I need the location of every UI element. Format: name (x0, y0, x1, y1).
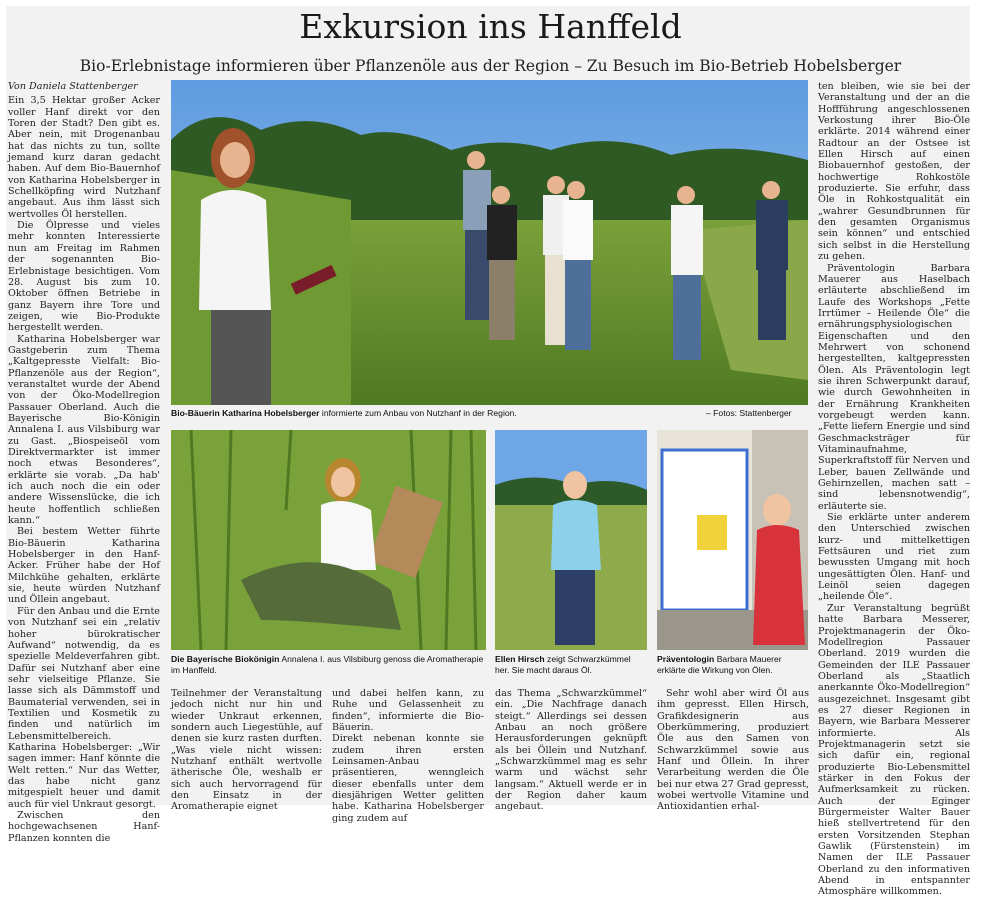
paragraph: Präventologin Barbara Mauerer aus Haselbach erläuterte abschließend im Laufe des Workshops „Fette Irrtümer – Heilende Öle“ die ernährungsphysiologischen Eigenschaften und den Mehrwert von schonend hergestellten, kaltgepressten Ölen. Als Präventologin legt sie ihren Schwerpunkt darauf, wie durch Gewohnheiten in der Ernährung Krankheiten vorgebeugt werden kann. „Fette liefern Energie und sind Geschmacksträger für Vitaminaufnahme, Superkraftstoff für Nerven und Leber, bauen Zellwände und Gehirnzellen, machen satt – sind lebensnotwendig“, erläuterte sie. (818, 262, 970, 512)
caption-bold: Ellen Hirsch (495, 654, 545, 664)
article-title: Exkursion ins Hanffeld (299, 7, 682, 46)
photo-ellen-hirsch (495, 430, 647, 650)
barbara-caption (657, 654, 809, 675)
paragraph: ten bleiben, wie sie bei der Veranstaltung und der an die Hoffführung angeschlossenen Verkostung ihrer Bio-Öle erklärte. 2014 während einer Radtour an der Ostsee ist Ellen Hirsch auf einen Biobauernhof gestoßen, der hochwertige Rohkostöle produzierte. Sie erfuhr, dass Öle in Rohkostqualität ein „wahrer Gesundbrunnen für den gesamten Organismus sein können“ und entschied sich selbst in die Herstellung zu gehen. (818, 81, 970, 263)
main-photo-hemp-field-group (171, 80, 808, 405)
column-right (818, 81, 970, 898)
photo-barbara-mauerer (657, 430, 808, 650)
caption-bold: Präventologin (657, 654, 715, 664)
caption-text: zeigt Schwarzkümmel her. Sie macht daraus Öl. (495, 654, 631, 675)
column-bottom-3 (495, 688, 647, 813)
article-subtitle: Bio-Erlebnistage informieren über Pflanzenöle aus der Region – Zu Besuch im Bio-Betrieb Hobelsberger (79, 57, 902, 75)
paragraph: und dabei helfen kann, zu Ruhe und Gelassenheit zu finden“, informierte die Bio-Bäuerin. Direkt nebenan konnte sie zudem ihren ersten Leinsamen-Anbau präsentieren, wenngleich dieser ebenfalls unter dem diesjährigen Wetter gelitten habe. Katharina Hobelsberger ging zudem auf (332, 688, 484, 824)
paragraph: Zur Veranstaltung begrüßt hatte Barbara Messerer, Projektmanagerin der Öko-Modellregion Passauer Oberland. 2019 wurden die Gemeinden der ILE Passauer Oberland als „Staatlich anerkannte Öko-Modellregion“ ausgezeichnet. Insgesamt gibt es 27 dieser Regionen in Bayern, wie Barbara Messerer informierte. Als Projektmanagerin setzt sie sich dafür ein, regional produzierte Bio-Lebensmittel stärker in den Fokus der Aufmerksamkeit zu rücken. Auch der Eginger Bürgermeister Walter Bauer hieß stellvertretend für den ersten Vorsitzenden Stephan Gawlik (Fürstenstein) im Namen der ILE Passauer Oberland zu den informativen Abend in entspannter Atmosphäre willkommen. (818, 602, 970, 898)
column-bottom-4 (657, 688, 809, 813)
paragraph: Sehr wohl aber wird Öl aus ihm gepresst. Ellen Hirsch, Grafikdesignerin aus Oberkümmering, produziert Öle aus den Samen von Schwarzkümmel sowie aus Hanf und Öllein. In ihrer Verarbeitung werden die Öle bei nur etwa 27 Grad gepresst, wobei wertvolle Vitamine und Antioxidantien erhal- (657, 688, 809, 813)
caption-text: informierte zum Anbau von Nutzhanf in der Region. (319, 408, 517, 418)
paragraph: Zwischen den hochgewachsenen Hanf-Pflanzen konnten die (8, 810, 160, 844)
column-bottom-2 (332, 688, 484, 824)
column-left (8, 81, 160, 844)
photo-bio-queen (171, 430, 486, 650)
paragraph: Ein 3,5 Hektar großer Acker voller Hanf direkt vor den Toren der Stadt? Den gibt es. Aber nein, mit Drogenanbau hat das nichts zu tun, sollte jemand kurz daran gedacht haben. Auf dem Bio-Bauernhof von Katharina Hobelsberger in Schellköpfing wird Nutzhanf angebaut. Aus ihm lässt sich wertvolles Öl herstellen. (8, 95, 160, 220)
ellen-caption (495, 654, 647, 675)
column-bottom-1 (171, 688, 322, 813)
paragraph: Katharina Hobelsberger war Gastgeberin zum Thema „Kaltgepresste Vielfalt: Bio-Pflanzenöle aus der Region“, veranstaltet wurde der Abend von der Öko-Modellregion Passauer Oberland. Auch die Bayerische Bio-Königin Annalena I. aus Vilsbiburg war zu Gast. „Biospeiseöl vom Direktvermarkter ist immer noch etwas Besonderes“, erklärte sie vorab. „Da hab' ich auch noch die ein oder andere Wissenslücke, die ich heute hoffentlich schließen kann.“ (8, 333, 160, 527)
queen-caption (171, 654, 486, 675)
caption-bold: Bio-Bäuerin Katharina Hobelsberger (171, 408, 320, 418)
photo-credit: – Fotos: Stattenberger (706, 408, 792, 418)
byline: Von Daniela Stattenberger (8, 81, 138, 92)
paragraph: das Thema „Schwarzkümmel“ ein. „Die Nachfrage danach steigt.“ Allerdings sei dessen Anbau an noch größere Herausforderungen geknüpft als bei Öllein und Nutzhanf. „Schwarzkümmel mag es sehr warm und wächst sehr langsam.“ Aktuell werde er in der Region daher kaum angebaut. (495, 688, 647, 813)
caption-bold: Die Bayerische Biokönigin (171, 654, 280, 664)
paragraph: Die Ölpresse und vieles mehr konnten Interessierte nun am Freitag im Rahmen der sogenannten Bio-Erlebnistage besichtigen. Vom 28. August bis zum 10. Oktober öffnen Betriebe in ganz Bayern ihre Tore und zeigen, wie Bio-Produkte hergestellt werden. (8, 220, 160, 334)
paragraph: Für den Anbau und die Ernte von Nutzhanf sei ein „relativ hoher bürokratischer Aufwand“ notwendig, da es spezielle Meldeverfahren gibt. Dafür sei Nutzhanf aber eine sehr vielseitige Pflanze. Sie lasse sich als Dämmstoff und Baumaterial verwenden, sei in Textilien und Kosmetik zu finden und natürlich im Lebensmittelbereich. Katharina Hobelsberger: „Wir sagen immer: Hanf könnte die Welt retten.“ Nur das Wetter, das habe nicht ganz mitgespielt heuer und damit auch für viel Unkraut gesorgt. (8, 605, 160, 810)
main-photo-caption (171, 408, 641, 419)
paragraph: Bei bestem Wetter führte Bio-Bäuerin Katharina Hobelsberger in den Hanf-Acker. Früher habe der Hof Milchkühe gehalten, erklärte sie, heute würden Nutzhanf und Öllein angebaut. (8, 526, 160, 606)
paragraph: Teilnehmer der Veranstaltung jedoch nicht nur hin und wieder Unkraut erkennen, sondern auch Liegestühle, auf denen sie kurz rasten durften. „Was viele nicht wissen: Nutzhanf enthält wertvolle ätherische Öle, weshalb er sich auch hervorragend für den Einsatz in der Aromatherapie eignet (171, 688, 322, 813)
caption-text: Annalena I. aus Vilsbiburg genoss die Aromatherapie im Hanffeld. (171, 654, 484, 675)
paragraph: Sie erklärte unter anderem den Unterschied zwischen kurz- und mittelkettigen Fettsäuren und riet zum bewussten Umgang mit hoch ungesättigten Ölen. Hanf- und Leinöl seien dagegen „heilende Öle“. (818, 512, 970, 603)
caption-text: Barbara Mauerer erklärte die Wirkung von Ölen. (657, 654, 782, 675)
